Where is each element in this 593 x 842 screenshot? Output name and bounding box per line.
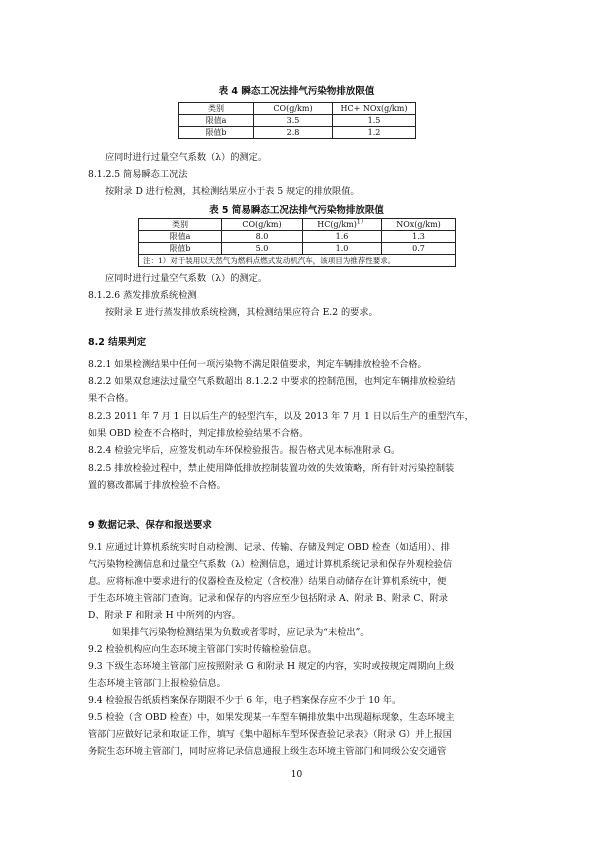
table-row (179, 115, 416, 127)
table-row (139, 243, 456, 255)
paragraph: 应同时进行过量空气系数（λ）的测定。 (105, 152, 268, 163)
table-cell: 限值a (179, 115, 254, 127)
paragraph: 生态环境主管部门上报检验信息。 (88, 678, 226, 689)
table-header-cell: CO(g/km) (254, 103, 333, 115)
table-header-cell: 类别 (139, 219, 222, 231)
table4 (178, 102, 416, 139)
table-row (139, 231, 456, 243)
paragraph: 9.1 应通过计算机系统实时自动检测、记录、传输、存储及判定 OBD 检查（如适用）、排 (88, 542, 450, 553)
table-header-row (139, 219, 456, 231)
table-header-cell: HC+ NOx(g/km) (333, 103, 416, 115)
paragraph: 9.4 检验报告纸质档案保存期限不少于 6 年，电子档案保存应不少于 10 年。 (88, 695, 402, 706)
table-cell: 1.0 (303, 243, 382, 255)
table5-caption: 表 5 简易瞬态工况法排气污染物排放限值 (209, 205, 384, 216)
table5 (138, 218, 456, 267)
table-header-cell: NOx(g/km) (382, 219, 456, 231)
table-row (179, 127, 416, 139)
paragraph: 8.2.4 检验完毕后，应签发机动车环保检验报告。报告格式见本标准附录 G。 (88, 445, 401, 456)
paragraph: D、附录 F 和附录 H 中所列的内容。 (88, 610, 241, 621)
section-heading: 9 数据记录、保存和报送要求 (88, 520, 212, 531)
paragraph: 按附录 D 进行检测，其检测结果应小于表 5 规定的排放限值。 (105, 186, 360, 197)
paragraph: 8.2.3 2011 年 7 月 1 日以后生产的轻型汽车，以及 2013 年 7 月 1 日以后生产的重型汽车， (88, 411, 474, 422)
paragraph: 9.2 检验机构应向生态环境主管部门实时传输检验信息。 (88, 644, 317, 655)
table-cell: 1.6 (303, 231, 382, 243)
paragraph: 息。应将标准中要求进行的仪器检查及检定（含校准）结果自动储存在计算机系统中，便 (88, 576, 447, 587)
table-cell: 2.8 (254, 127, 333, 139)
table-header-cell: 类别 (179, 103, 254, 115)
paragraph: 置的篡改都属于排放检验不合格。 (88, 480, 226, 491)
paragraph: 按附录 E 进行蒸发排放系统检测，其检测结果应符合 E.2 的要求。 (105, 307, 378, 318)
table-cell: 1.3 (382, 231, 456, 243)
paragraph: 8.2.5 排放检验过程中，禁止使用降低排放控制装置功效的失效策略，所有针对污染控制装 (88, 463, 455, 474)
paragraph: 9.5 检验（含 OBD 检查）中，如果发现某一车型车辆排放集中出现超标现象，生态环境主 (88, 712, 455, 723)
table-cell: 3.5 (254, 115, 333, 127)
table4-caption: 表 4 瞬态工况法排气污染物排放限值 (218, 86, 375, 97)
paragraph: 气污染物检测信息和过量空气系数（λ）检测信息，通过计算机系统记录和保存外观检验信 (88, 559, 453, 570)
table-cell: 限值b (179, 127, 254, 139)
paragraph: 果不合格。 (88, 393, 134, 404)
paragraph: 如果 OBD 检查不合格时，判定排放检验结果不合格。 (88, 428, 309, 439)
paragraph: 于生态环境主管部门查询。记录和保存的内容应至少包括附录 A、附录 B、附录 C、附录 (88, 593, 448, 604)
section-heading: 8.1.2.5 简易瞬态工况法 (88, 169, 188, 180)
table-cell: 限值b (139, 243, 222, 255)
paragraph: 9.3 下级生态环境主管部门应按照附录 G 和附录 H 规定的内容，实时或按规定周期向上级 (88, 661, 455, 672)
footnote-marker: 1） (356, 218, 367, 226)
table-note-row (139, 255, 456, 267)
hc-header-text: HC(g/km) (317, 220, 357, 229)
section-heading: 8.2 结果判定 (88, 337, 147, 348)
table-cell: 5.0 (222, 243, 303, 255)
section-heading: 8.1.2.6 蒸发排放系统检测 (88, 290, 197, 301)
paragraph: 管部门应做好记录和取证工作，填写《集中超标车型环保查验记录表》（附录 G）并上报国 (88, 729, 452, 740)
paragraph: 8.2.2 如果双怠速法过量空气系数超出 8.1.2.2 中要求的控制范围，也判定车辆排放检验结 (88, 376, 456, 387)
paragraph: 应同时进行过量空气系数（λ）的测定。 (105, 273, 268, 284)
table-cell: 限值a (139, 231, 222, 243)
table-note: 注：1）对于装用以天然气为燃料点燃式发动机汽车，该项目为推荐性要求。 (139, 255, 456, 267)
table-header-cell: CO(g/km) (222, 219, 303, 231)
table-cell: 1.2 (333, 127, 416, 139)
table-header-cell (303, 219, 382, 231)
paragraph: 务院生态环境主管部门，同时应将记录信息通报上级生态环境主管部门和同级公安交通管 (88, 746, 447, 757)
page-number: 10 (290, 770, 303, 780)
table-cell: 8.0 (222, 231, 303, 243)
table-cell: 1.5 (333, 115, 416, 127)
paragraph: 如果排气污染物检测结果为负数或者零时，应记录为“未检出”。 (112, 627, 370, 638)
paragraph: 8.2.1 如果检测结果中任何一项污染物不满足限值要求，判定车辆排放检验不合格。 (88, 359, 427, 370)
table-header-row (179, 103, 416, 115)
table-cell: 0.7 (382, 243, 456, 255)
